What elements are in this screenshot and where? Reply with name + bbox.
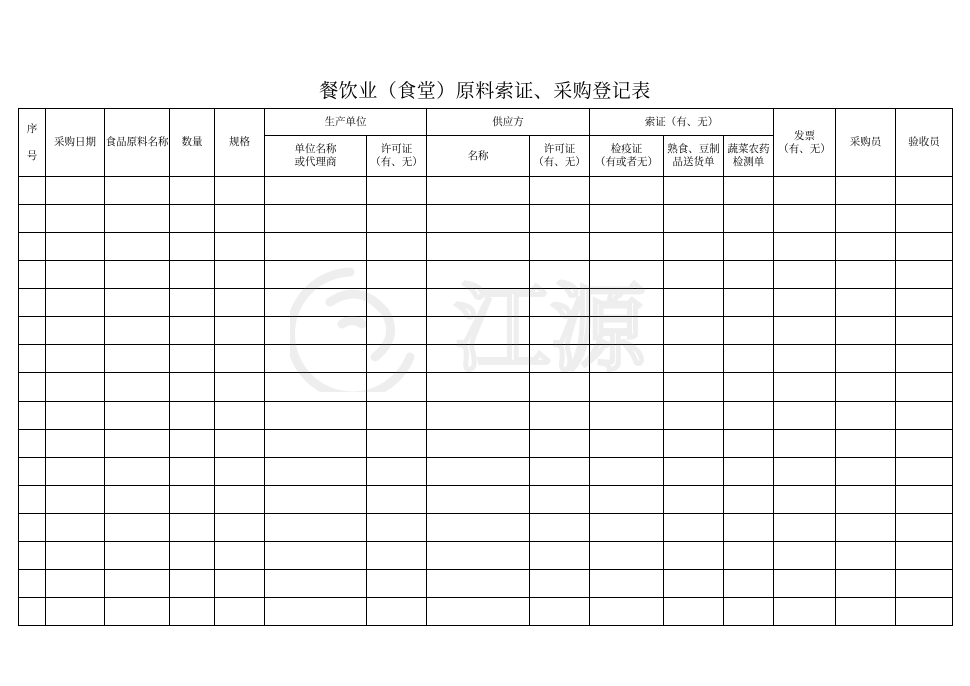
table-cell[interactable] [530, 569, 590, 597]
table-cell[interactable] [265, 177, 367, 205]
table-cell[interactable] [774, 541, 836, 569]
table-cell[interactable] [427, 513, 530, 541]
table-cell[interactable] [265, 429, 367, 457]
table-cell[interactable] [105, 373, 170, 401]
table-cell[interactable] [836, 569, 896, 597]
table-cell[interactable] [170, 233, 215, 261]
table-cell[interactable] [105, 261, 170, 289]
table-cell[interactable] [170, 513, 215, 541]
table-cell[interactable] [105, 457, 170, 485]
table-cell[interactable] [215, 569, 265, 597]
table-cell[interactable] [836, 485, 896, 513]
table-cell[interactable] [774, 261, 836, 289]
header-supplier-group: 供应方 [427, 109, 590, 136]
table-cell[interactable] [896, 373, 953, 401]
table-cell[interactable] [836, 429, 896, 457]
table-cell[interactable] [836, 345, 896, 373]
table-row [19, 317, 953, 345]
table-cell[interactable] [46, 429, 105, 457]
table-cell[interactable] [19, 205, 46, 233]
table-cell[interactable] [170, 373, 215, 401]
table-cell[interactable] [836, 205, 896, 233]
table-cell[interactable] [896, 205, 953, 233]
table-cell[interactable] [590, 373, 664, 401]
table-cell[interactable] [170, 317, 215, 345]
table-cell[interactable] [664, 429, 724, 457]
table-cell[interactable] [590, 457, 664, 485]
table-cell[interactable] [265, 569, 367, 597]
table-cell[interactable] [836, 373, 896, 401]
table-cell[interactable] [664, 457, 724, 485]
table-cell[interactable] [896, 261, 953, 289]
table-cell[interactable] [427, 373, 530, 401]
table-row [19, 289, 953, 317]
table-row [19, 541, 953, 569]
table-cell[interactable] [367, 289, 427, 317]
table-cell[interactable] [427, 429, 530, 457]
table-cell[interactable] [664, 401, 724, 429]
table-cell[interactable] [664, 345, 724, 373]
table-cell[interactable] [427, 569, 530, 597]
table-cell[interactable] [215, 317, 265, 345]
table-cell[interactable] [265, 457, 367, 485]
table-cell[interactable] [265, 317, 367, 345]
table-cell[interactable] [530, 541, 590, 569]
table-cell[interactable] [105, 289, 170, 317]
table-cell[interactable] [19, 457, 46, 485]
table-cell[interactable] [427, 205, 530, 233]
table-cell[interactable] [896, 233, 953, 261]
table-cell[interactable] [427, 597, 530, 625]
table-cell[interactable] [170, 485, 215, 513]
table-cell[interactable] [46, 513, 105, 541]
table-cell[interactable] [427, 401, 530, 429]
table-cell[interactable] [530, 317, 590, 345]
table-cell[interactable] [724, 317, 774, 345]
table-cell[interactable] [724, 541, 774, 569]
header-quarantine-certificate: 检疫证 （有或者无） [590, 136, 664, 177]
page-title: 餐饮业（食堂）原料索证、采购登记表 [319, 80, 651, 102]
header-seq: 序 号 [19, 109, 46, 177]
table-cell[interactable] [19, 429, 46, 457]
table-cell[interactable] [530, 485, 590, 513]
table-cell[interactable] [105, 429, 170, 457]
table-cell[interactable] [774, 457, 836, 485]
table-cell[interactable] [774, 177, 836, 205]
table-cell[interactable] [896, 317, 953, 345]
table-cell[interactable] [664, 317, 724, 345]
table-cell[interactable] [19, 289, 46, 317]
table-cell[interactable] [19, 541, 46, 569]
table-cell[interactable] [170, 597, 215, 625]
table-cell[interactable] [664, 513, 724, 541]
table-cell[interactable] [590, 541, 664, 569]
table-cell[interactable] [367, 597, 427, 625]
table-cell[interactable] [170, 345, 215, 373]
table-cell[interactable] [265, 485, 367, 513]
table-cell[interactable] [105, 317, 170, 345]
table-cell[interactable] [46, 373, 105, 401]
table-cell[interactable] [367, 569, 427, 597]
table-cell[interactable] [590, 205, 664, 233]
table-cell[interactable] [836, 457, 896, 485]
table-cell[interactable] [774, 597, 836, 625]
table-cell[interactable] [19, 233, 46, 261]
table-cell[interactable] [896, 429, 953, 457]
table-cell[interactable] [590, 233, 664, 261]
table-cell[interactable] [530, 373, 590, 401]
table-cell[interactable] [427, 317, 530, 345]
table-body [19, 177, 953, 626]
header-invoice: 发票 （有、无） [774, 109, 836, 177]
table-cell[interactable] [215, 205, 265, 233]
table-cell[interactable] [774, 373, 836, 401]
table-cell[interactable] [46, 317, 105, 345]
table-cell[interactable] [774, 317, 836, 345]
table-cell[interactable] [724, 457, 774, 485]
table-cell[interactable] [46, 597, 105, 625]
table-cell[interactable] [215, 261, 265, 289]
table-row [19, 597, 953, 625]
table-cell[interactable] [774, 429, 836, 457]
purchase-register-table [18, 108, 953, 626]
table-row [19, 429, 953, 457]
table-cell[interactable] [215, 177, 265, 205]
table-cell[interactable] [105, 345, 170, 373]
table-cell[interactable] [836, 261, 896, 289]
table-cell[interactable] [896, 177, 953, 205]
table-cell[interactable] [590, 569, 664, 597]
table-cell[interactable] [105, 485, 170, 513]
table-cell[interactable] [590, 261, 664, 289]
table-row [19, 233, 953, 261]
table-cell[interactable] [265, 261, 367, 289]
table-row [19, 513, 953, 541]
header-purchaser: 采购员 [836, 109, 896, 177]
table-cell[interactable] [19, 513, 46, 541]
table-cell[interactable] [46, 485, 105, 513]
table-cell[interactable] [774, 345, 836, 373]
table-cell[interactable] [105, 233, 170, 261]
table-cell[interactable] [215, 429, 265, 457]
table-cell[interactable] [590, 401, 664, 429]
table-cell[interactable] [367, 373, 427, 401]
table-cell[interactable] [46, 401, 105, 429]
table-cell[interactable] [724, 345, 774, 373]
table-row [19, 345, 953, 373]
table-cell[interactable] [774, 233, 836, 261]
table-cell[interactable] [530, 233, 590, 261]
table-cell[interactable] [215, 457, 265, 485]
table-cell[interactable] [215, 485, 265, 513]
header-producer-name: 单位名称 或代理商 [265, 136, 367, 177]
table-cell[interactable] [664, 261, 724, 289]
table-cell[interactable] [427, 457, 530, 485]
table-cell[interactable] [105, 513, 170, 541]
table-cell[interactable] [774, 401, 836, 429]
table-cell[interactable] [664, 569, 724, 597]
table-cell[interactable] [215, 513, 265, 541]
table-cell[interactable] [19, 597, 46, 625]
table-cell[interactable] [836, 289, 896, 317]
table-cell[interactable] [367, 485, 427, 513]
table-cell[interactable] [170, 401, 215, 429]
table-cell[interactable] [590, 177, 664, 205]
table-cell[interactable] [836, 513, 896, 541]
table-cell[interactable] [265, 205, 367, 233]
table-cell[interactable] [530, 401, 590, 429]
table-cell[interactable] [170, 457, 215, 485]
table-cell[interactable] [836, 541, 896, 569]
table-cell[interactable] [724, 289, 774, 317]
table-cell[interactable] [265, 401, 367, 429]
table-cell[interactable] [590, 597, 664, 625]
table-cell[interactable] [105, 597, 170, 625]
table-cell[interactable] [664, 177, 724, 205]
table-cell[interactable] [836, 597, 896, 625]
table-cell[interactable] [170, 569, 215, 597]
table-cell[interactable] [19, 401, 46, 429]
table-cell[interactable] [46, 289, 105, 317]
table-row [19, 205, 953, 233]
table-cell[interactable] [896, 569, 953, 597]
table-cell[interactable] [265, 541, 367, 569]
table-cell[interactable] [367, 541, 427, 569]
table-cell[interactable] [367, 233, 427, 261]
table-cell[interactable] [19, 261, 46, 289]
table-cell[interactable] [215, 289, 265, 317]
watermark-text: 江源 [454, 273, 646, 385]
table-cell[interactable] [530, 289, 590, 317]
header-certificate-group: 索证（有、无） [590, 109, 774, 136]
table-cell[interactable] [896, 457, 953, 485]
table-cell[interactable] [46, 177, 105, 205]
table-cell[interactable] [19, 373, 46, 401]
table-cell[interactable] [836, 233, 896, 261]
table-cell[interactable] [367, 177, 427, 205]
table-cell[interactable] [530, 205, 590, 233]
table-cell[interactable] [19, 569, 46, 597]
table-cell[interactable] [265, 373, 367, 401]
table-cell[interactable] [664, 597, 724, 625]
table-cell[interactable] [105, 541, 170, 569]
table-cell[interactable] [530, 597, 590, 625]
table-cell[interactable] [265, 597, 367, 625]
table-cell[interactable] [170, 541, 215, 569]
table-cell[interactable] [896, 541, 953, 569]
table-cell[interactable] [724, 205, 774, 233]
header-supplier-license: 许可证 （有、无） [530, 136, 590, 177]
table-cell[interactable] [367, 205, 427, 233]
table-cell[interactable] [170, 177, 215, 205]
table-cell[interactable] [427, 345, 530, 373]
table-cell[interactable] [46, 233, 105, 261]
table-cell[interactable] [724, 373, 774, 401]
table-cell[interactable] [105, 205, 170, 233]
table-cell[interactable] [170, 289, 215, 317]
table-cell[interactable] [724, 233, 774, 261]
table-cell[interactable] [724, 261, 774, 289]
table-cell[interactable] [215, 597, 265, 625]
table-cell[interactable] [774, 513, 836, 541]
table-cell[interactable] [46, 205, 105, 233]
table-cell[interactable] [427, 177, 530, 205]
table-cell[interactable] [367, 401, 427, 429]
header-pesticide-test: 蔬菜农药 检测单 [724, 136, 774, 177]
table-cell[interactable] [46, 541, 105, 569]
table-cell[interactable] [46, 261, 105, 289]
table-cell[interactable] [367, 261, 427, 289]
table-cell[interactable] [170, 205, 215, 233]
table-cell[interactable] [427, 233, 530, 261]
table-cell[interactable] [774, 485, 836, 513]
table-row [19, 485, 953, 513]
header-quantity: 数量 [170, 109, 215, 177]
table-cell[interactable] [46, 457, 105, 485]
table-cell[interactable] [896, 485, 953, 513]
header-ingredient-name: 食品原料名称 [105, 109, 170, 177]
table-cell[interactable] [19, 345, 46, 373]
table-cell[interactable] [46, 569, 105, 597]
table-cell[interactable] [105, 569, 170, 597]
table-cell[interactable] [664, 289, 724, 317]
table-cell[interactable] [170, 429, 215, 457]
table-cell[interactable] [530, 261, 590, 289]
table-cell[interactable] [896, 289, 953, 317]
table-cell[interactable] [664, 205, 724, 233]
table-cell[interactable] [170, 261, 215, 289]
table-cell[interactable] [427, 261, 530, 289]
table-cell[interactable] [724, 569, 774, 597]
table-cell[interactable] [664, 485, 724, 513]
table-cell[interactable] [367, 513, 427, 541]
table-cell[interactable] [215, 541, 265, 569]
table-row [19, 401, 953, 429]
table-cell[interactable] [724, 401, 774, 429]
table-cell[interactable] [265, 233, 367, 261]
table-cell[interactable] [774, 205, 836, 233]
table-cell[interactable] [530, 429, 590, 457]
header-purchase-date: 采购日期 [46, 109, 105, 177]
table-cell[interactable] [265, 289, 367, 317]
table-cell[interactable] [590, 485, 664, 513]
table-cell[interactable] [215, 401, 265, 429]
table-cell[interactable] [367, 345, 427, 373]
table-header [19, 109, 953, 177]
table-cell[interactable] [724, 485, 774, 513]
table-cell[interactable] [836, 177, 896, 205]
table-row [19, 261, 953, 289]
table-cell[interactable] [367, 457, 427, 485]
table-cell[interactable] [19, 317, 46, 345]
table-cell[interactable] [530, 345, 590, 373]
table-row [19, 569, 953, 597]
table-cell[interactable] [427, 485, 530, 513]
table-cell[interactable] [19, 485, 46, 513]
table-cell[interactable] [590, 429, 664, 457]
table-cell[interactable] [664, 373, 724, 401]
table-cell[interactable] [774, 569, 836, 597]
header-producer-license: 许可证 （有、无） [367, 136, 427, 177]
header-cooked-delivery-note: 熟食、豆制 品送货单 [664, 136, 724, 177]
table-row [19, 457, 953, 485]
table-cell[interactable] [724, 597, 774, 625]
header-inspector: 验收员 [896, 109, 953, 177]
table-cell[interactable] [896, 345, 953, 373]
header-supplier-name: 名称 [427, 136, 530, 177]
table-cell[interactable] [724, 513, 774, 541]
table-row [19, 373, 953, 401]
table-cell[interactable] [105, 177, 170, 205]
table-cell[interactable] [46, 345, 105, 373]
table-cell[interactable] [215, 373, 265, 401]
table-cell[interactable] [530, 457, 590, 485]
table-cell[interactable] [896, 513, 953, 541]
table-cell[interactable] [427, 541, 530, 569]
table-cell[interactable] [590, 513, 664, 541]
table-cell[interactable] [215, 233, 265, 261]
table-cell[interactable] [896, 401, 953, 429]
table-cell[interactable] [530, 513, 590, 541]
table-cell[interactable] [105, 401, 170, 429]
table-cell[interactable] [590, 345, 664, 373]
table-cell[interactable] [19, 177, 46, 205]
table-cell[interactable] [530, 177, 590, 205]
table-cell[interactable] [427, 289, 530, 317]
table-cell[interactable] [896, 597, 953, 625]
header-spec: 规格 [215, 109, 265, 177]
table-cell[interactable] [215, 345, 265, 373]
table-row [19, 177, 953, 205]
table-cell[interactable] [724, 429, 774, 457]
table-cell[interactable] [664, 541, 724, 569]
table-cell[interactable] [367, 429, 427, 457]
table-cell[interactable] [265, 345, 367, 373]
table-cell[interactable] [836, 401, 896, 429]
table-cell[interactable] [774, 289, 836, 317]
table-cell[interactable] [664, 233, 724, 261]
table-cell[interactable] [590, 317, 664, 345]
table-cell[interactable] [724, 177, 774, 205]
table-cell[interactable] [367, 317, 427, 345]
table-cell[interactable] [836, 317, 896, 345]
header-producer-group: 生产单位 [265, 109, 427, 136]
table-cell[interactable] [265, 513, 367, 541]
table-cell[interactable] [590, 289, 664, 317]
